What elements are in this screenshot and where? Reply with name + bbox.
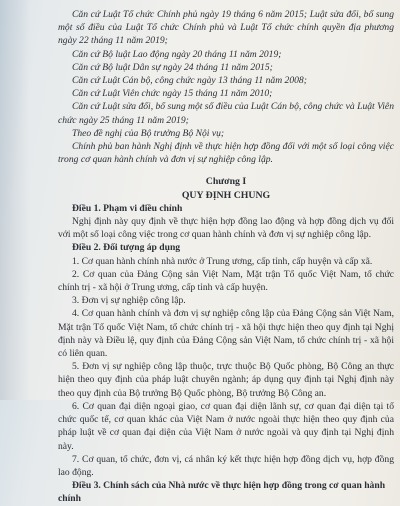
article-2-item: 3. Đơn vị sự nghiệp công lập. xyxy=(72,295,186,307)
article-2-item: 2. Cơ quan của Đảng Cộng sản Việt Nam, Mặt trận Tổ quốc Việt Nam, tổ chức chính trị - xã hội ở Trung ương, cấp tỉnh và cấp huyện. xyxy=(58,268,394,294)
preamble-clause: Căn cứ Luật Tổ chức Chính phủ ngày 19 tháng 6 năm 2015; Luật sửa đổi, bổ sung một số điều của Luật Tổ chức Chính phủ và Luật Tổ chức chính quyền địa phương ngày 22 tháng 11 năm 2019; xyxy=(58,9,394,47)
preamble-clause: Căn cứ Luật Cán bộ, công chức ngày 13 tháng 11 năm 2008; xyxy=(72,75,307,87)
preamble-clause: Căn cứ Bộ luật Lao động ngày 20 tháng 11 năm 2019; xyxy=(72,48,282,60)
article-2-heading: Điều 2. Đối tượng áp dụng xyxy=(72,242,181,254)
preamble-clause: Theo đề nghị của Bộ trưởng Bộ Nội vụ; xyxy=(72,127,225,139)
preamble-clause: Căn cứ Bộ luật Dân sự ngày 24 tháng 11 năm 2015; xyxy=(72,61,273,73)
article-1-heading: Điều 1. Phạm vi điều chỉnh xyxy=(72,202,183,214)
article-1-text: Nghị định này quy định về thực hiện hợp đồng lao động và hợp đồng dịch vụ đối với một số loại công việc trong cơ quan hành chính và đơn vị sự nghiệp công lập. xyxy=(58,216,394,241)
article-2-item: 1. Cơ quan hành chính nhà nước ở Trung ương, cấp tỉnh, cấp huyện và cấp xã. xyxy=(72,255,373,267)
chapter-title: QUY ĐỊNH CHUNG xyxy=(181,189,271,201)
preamble-clause: Căn cứ Luật sửa đổi, bổ sung một số điều của Luật Cán bộ, công chức và Luật Viên chức ngày 25 tháng 11 năm 2019; xyxy=(58,101,394,126)
chapter-number: Chương I xyxy=(205,176,247,188)
article-3-heading: Điều 3. Chính sách của Nhà nước về thực hiện hợp đồng trong cơ quan hành chính xyxy=(58,480,386,505)
document-text-block xyxy=(58,8,394,506)
page-gutter-shadow xyxy=(0,0,30,400)
article-2-item: 6. Cơ quan đại diện ngoại giao, cơ quan đại diện lãnh sự, cơ quan đại diện tại tổ chức quốc tế, cơ quan khác của Việt Nam ở nước ngoài thực hiện theo quy định của pháp luật về cơ quan đại diện của Việt Nam ở nước ngoài và quy định tại Nghị định này. xyxy=(58,400,394,452)
article-2-item: 7. Cơ quan, tổ chức, đơn vị, cá nhân ký kết thực hiện hợp đồng dịch vụ, hợp đồng lao động. xyxy=(58,453,394,478)
enactment-clause: Chính phủ ban hành Nghị định về thực hiện hợp đồng đối với một số loại công việc trong cơ quan hành chính và đơn vị sự nghiệp công lập. xyxy=(58,141,394,166)
article-2-item: 5. Đơn vị sự nghiệp công lập thuộc, trực thuộc Bộ Quốc phòng, Bộ Công an thực hiện theo quy định của pháp luật chuyên ngành; áp dụng quy định tại Nghị định này theo quy định của Bộ trưởng Bộ Quốc phòng, Bộ trưởng Bộ Công an. xyxy=(58,361,394,399)
article-2-item: 4. Cơ quan hành chính và đơn vị sự nghiệp công lập của Đảng Cộng sản Việt Nam, Mặt trận Tổ quốc Việt Nam, tổ chức chính trị - xã hội thực hiện theo quy định tại Nghị định này và Điều lệ, quy định của Đảng Cộng sản Việt Nam, tổ chức chính trị - xã hội có liên quan. xyxy=(58,308,394,360)
preamble-clause: Căn cứ Luật Viên chức ngày 15 tháng 11 năm 2010; xyxy=(72,88,273,100)
